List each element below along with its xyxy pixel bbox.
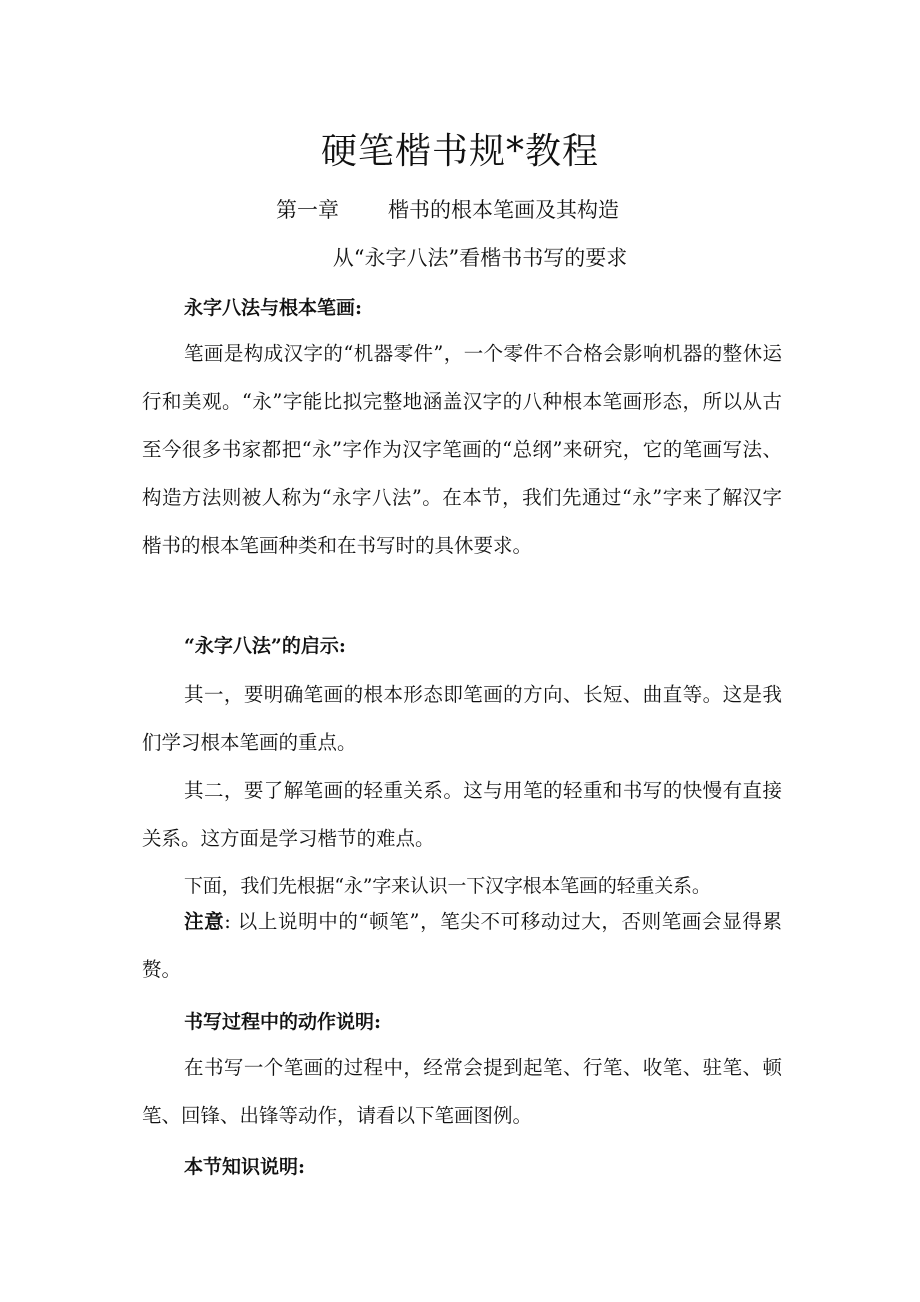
section-heading-qishi: “永字八法”的启示: [184, 635, 346, 657]
paragraph-note [142, 898, 782, 994]
paragraph-next: 下面，我们先根据“永”字来认识一下汉字根本笔画的轻重关系。 [184, 875, 711, 897]
paragraph-point-one: 其一，要明确笔画的根本形态即笔画的方向、长短、曲直等。这是我们学习根本笔画的重点。 [142, 683, 782, 754]
paragraph-intro: 笔画是构成汉字的“机器零件”，一个零件不合格会影响机器的整休运行和美观。“永”字能比拟完整地涵盖汉字的八种根本笔画形态，所以从古至今很多书家都把“永”字作为汉字笔画的“总纲”来研究，它的笔画写法、构造方法则被人称为“永字八法”。在本节，我们先通过“永”字来了解汉字楷书的根本笔画种类和在书写时的具休要求。 [142, 342, 782, 557]
section-heading-actions: 书写过程中的动作说明: [184, 1011, 382, 1033]
section-heading-yongzi: 永字八法与根本笔画: [184, 297, 363, 319]
chapter-number: 第一章 [276, 198, 339, 222]
note-label: 注意 [184, 910, 225, 933]
note-text: : 以上说明中的“顿笔”，笔尖不可移动过大，否则笔画会显得累赘。 [142, 910, 782, 981]
paragraph-actions: 在书写一个笔画的过程中，经常会提到起笔、行笔、收笔、驻笔、顿笔、回锋、出锋等动作，请看以下笔画图例。 [142, 1056, 782, 1127]
chapter-heading [276, 195, 619, 225]
section-subtitle: 从“永字八法”看楷书书写的要求 [332, 246, 628, 270]
chapter-title: 楷书的根本笔画及其构造 [388, 198, 619, 222]
paragraph-point-two: 其二，要了解笔画的轻重关系。这与用笔的轻重和书写的快慢有直接关系。这方面是学习楷节的难点。 [142, 779, 782, 850]
document-title: 硬笔楷书规*教程 [320, 131, 599, 172]
section-heading-summary: 本节知识说明: [184, 1156, 306, 1178]
